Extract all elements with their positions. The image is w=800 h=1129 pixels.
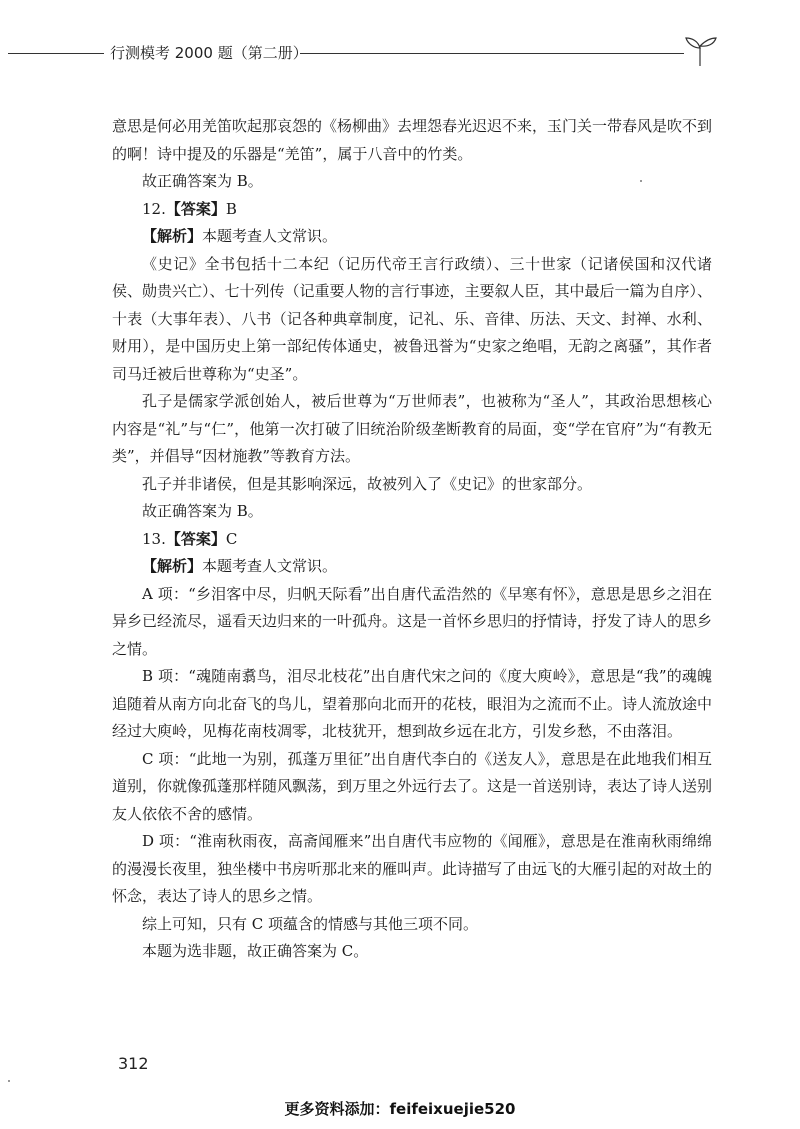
- analysis-line: [112, 553, 712, 581]
- body-paragraph: 意思是何必用羌笛吹起那哀怨的《杨柳曲》去埋怨春光迟迟不来，玉门关一带春风是吹不到的啊！诗中提及的乐器是“羌笛”，属于八音中的竹类。: [112, 117, 713, 163]
- body-paragraph: C 项：“此地一为别，孤蓬万里征”出自唐代李白的《送友人》，意思是在此地我们相互道别，你就像孤蓬那样随风飘荡，到万里之外远行去了。这是一首送别诗，表达了诗人送别友人依依不舍的感情。: [112, 749, 713, 823]
- analysis-label: 【解析】: [142, 227, 203, 245]
- body-paragraph: 《史记》全书包括十二本纪（记历代帝王言行政绩）、三十世家（记诸侯国和汉代诸侯、勋贵兴亡）、七十列传（记重要人物的言行事迹，主要叙人臣，其中最后一篇为自序）、十表（大事年表）、八书（记各种典章制度，记礼、乐、音律、历法、天文、封禅、水利、财用），是中国历史上第一部纪传体通史，被鲁迅誉为“史家之绝唱，无韵之离骚”，其作者司马迁被后世尊称为“史圣”。: [112, 254, 713, 383]
- answer-label: 【答案】: [165, 199, 226, 218]
- analysis-text: 本题考查人文常识。: [202, 227, 338, 245]
- analysis-line: [112, 223, 712, 251]
- answer-line: [112, 196, 712, 224]
- running-header: [0, 30, 800, 70]
- body-paragraph: 综上可知，只有 C 项蕴含的情感与其他三项不同。: [142, 914, 479, 933]
- scan-speck: [8, 1080, 10, 1082]
- analysis-text: 本题考查人文常识。: [202, 557, 338, 575]
- body-paragraph: 故正确答案为 B。: [142, 502, 263, 520]
- page-body: [112, 113, 712, 966]
- header-title: 行测模考 2000 题（第二册）: [110, 44, 308, 62]
- body-paragraph: 孔子是儒家学派创始人，被后世尊为“万世师表”，也被称为“圣人”，其政治思想核心内容是“礼”与“仁”，他第一次打破了旧统治阶级垄断教育的局面，变“学在官府”为“有教无类”，并倡导“因材施教”等教育方法。: [112, 392, 712, 465]
- body-paragraph: B 项：“魂随南翥鸟，泪尽北枝花”出自唐代宋之问的《度大庾岭》，意思是“我”的魂魄追随着从南方向北奋飞的鸟儿，望着那向北而开的花枝，眼泪为之流而不止。诗人流放途中经过大庾岭，见梅花南枝凋零，北枝犹开，想到故乡远在北方，引发乡愁，不由落泪。: [112, 667, 713, 740]
- answer-label: 【答案】: [165, 529, 226, 548]
- answer-line: [112, 526, 712, 554]
- footer-note: 更多资料添加：feifeixuejie520: [284, 1100, 516, 1118]
- body-paragraph: A 项：“乡泪客中尽，归帆天际看”出自唐代孟浩然的《早寒有怀》，意思是思乡之泪在异乡已经流尽，遥看天边归来的一叶孤舟。这是一首怀乡思归的抒情诗，抒发了诗人的思乡之情。: [112, 584, 713, 658]
- analysis-label: 【解析】: [142, 557, 203, 575]
- answer-value: B: [225, 199, 237, 218]
- body-paragraph: 孔子并非诸侯，但是其影响深远，故被列入了《史记》的世家部分。: [142, 474, 593, 493]
- body-paragraph: 本题为选非题，故正确答案为 C。: [142, 942, 369, 960]
- header-rule-right: [300, 53, 684, 54]
- body-paragraph: 故正确答案为 B。: [142, 172, 263, 190]
- question-number: 12.: [142, 199, 166, 218]
- scan-speck: [640, 180, 642, 182]
- question-number: 13.: [142, 529, 166, 548]
- sprout-icon: [680, 32, 720, 68]
- page-number: 312: [118, 1054, 149, 1073]
- answer-value: C: [225, 529, 238, 548]
- body-paragraph: D 项：“淮南秋雨夜，高斋闻雁来”出自唐代韦应物的《闻雁》，意思是在淮南秋雨绵绵的漫漫长夜里，独坐楼中书房听那北来的雁叫声。此诗描写了由远飞的大雁引起的对故土的怀念，表达了诗人的思乡之情。: [112, 832, 713, 905]
- header-rule-left: [8, 53, 104, 54]
